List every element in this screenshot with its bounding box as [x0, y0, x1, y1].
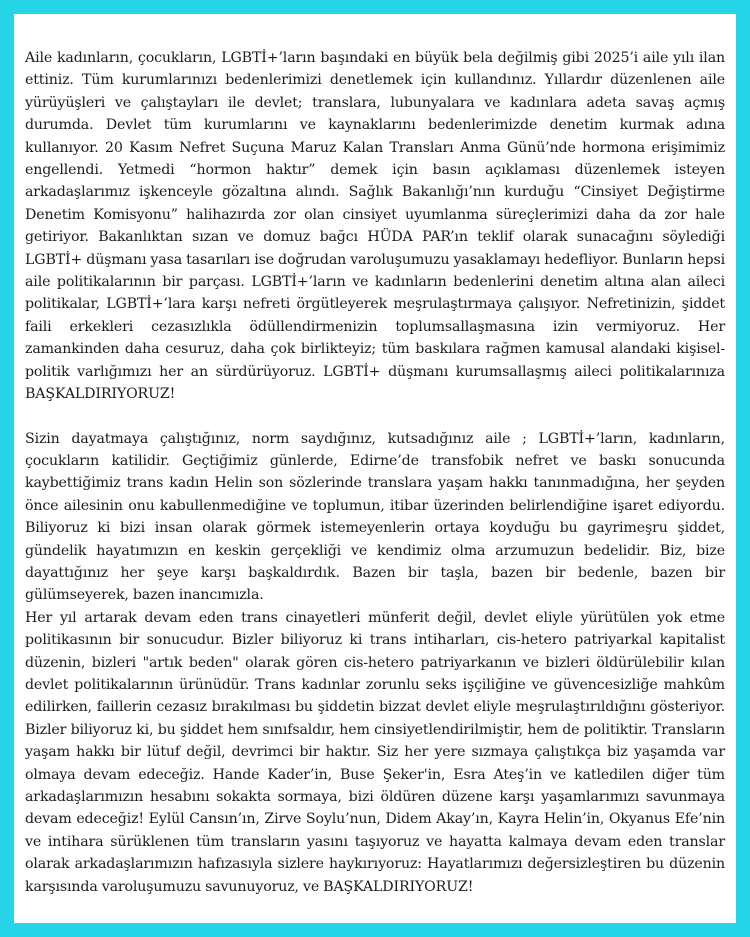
- paragraph-3: Her yıl artarak devam eden trans cinayetleri münferit değil, devlet eliyle yürütülen yok etme politikasının bir sonucudur. Bizler biliyoruz ki trans intiharları, cis-hetero patriyarkal kapitalist düzenin, bizleri "artık beden" olarak gören cis-hetero patriyarkanın ve bizleri öldürülebilir kılan devlet politikalarının ürünüdür. Trans kadınlar zorunlu seks işçiliğine ve güvencesizliğe mahkûm edilirken, faillerin cezasız bırakılması bu şiddetin bizzat devlet eliyle meşrulaştırıldığını gösteriyor. Bizler biliyoruz ki, bu şiddet hem sınıfsaldır, hem cinsiyetlendirilmiştir, hem de politiktir. Transların yaşam hakkı bir lütuf değil, devrimci bir haktır. Siz her yere sızmaya çalıştıkça biz yaşamda var olmaya devam edeceğiz. Hande Kader’in, Buse Şeker'in, Esra Ateş’in ve katledilen diğer tüm arkadaşlarımızın hesabını sokakta sormaya, bizi öldüren düzene karşı yaşamlarımızı savunmaya devam edeceğiz! Eylül Cansın’ın, Zirve Soylu’nun, Didem Akay’ın, Kayra Helin’in, Okyanus Efe’nin ve intihara sürüklenen tüm transların yasını taşıyoruz ve hayatta kalmaya devam eden translar olarak arkadaşlarımızın hafızasıyla sizlere haykırıyoruz: Hayatlarımızı değersizleştiren bu düzenin karşısında varoluşumuzu savunuyoruz, ve BAŞKALDIRIYORUZ!: [25, 609, 725, 895]
- document-page: [14, 14, 736, 923]
- paragraph-2: Sizin dayatmaya çalıştığınız, norm saydığınız, kutsadığınız aile ; LGBTİ+’ların, kadınların, çocukların katilidir. Geçtiğimiz günlerde, Edirne’de transfobik nefret ve baskı sonucunda kaybettiğimiz trans kadın Helin son sözlerinde translara yaşam hakkı tanınmadığına, her şeyden önce ailesinin onu kabullenmediğine ve toplumun, itibar üzerinden belirlendiğine işaret ediyordu. Biliyoruz ki bizi insan olarak görmek istemeyenlerin ortaya koyduğu bu gayrimeşru şiddet, gündelik hayatımızın en keskin gerçekliği ve kendimiz olma arzumuzun bedelidir. Biz, bize dayattığınız her şeye karşı başkaldırdık. Bazen bir taşla, bazen bir bedenle, bazen bir gülümseyerek, bazen inancımızla.: [25, 430, 725, 604]
- paragraph-spacer: [25, 406, 725, 428]
- paragraph-1: Aile kadınların, çocukların, LGBTİ+’ların başındaki en büyük bela değilmiş gibi 2025’i aile yılı ilan ettiniz. Tüm kurumlarınızı bedenlerimizi denetlemek için kullandınız. Yıllardır düzenlenen aile yürüyüşleri ve çalıştayları ile devlet; translara, lubunyalara ve kadınlara adeta savaş açmış durumda. Devlet tüm kurumlarını ve kaynaklarını bedenlerimizde denetim kurmak adına kullanıyor. 20 Kasım Nefret Suçuna Maruz Kalan Transları Anma Günü’nde hormona erişimimiz engellendi. Yetmedi “hormon haktır” demek için basın açıklaması düzenlemek isteyen arkadaşlarımız işkenceyle gözaltına alındı. Sağlık Bakanlığı’nın kurduğu “Cinsiyet Değiştirme Denetim Komisyonu” halihazırda zor olan cinsiyet uyumlanma süreçlerimizi daha da zor hale getiriyor. Bakanlıktan sızan ve domuz bağcı HÜDA PAR’ın teklif olarak sunacağını söylediği LGBTİ+ düşmanı yasa tasarıları ise doğrudan varoluşumuzu yasaklamayı hedefliyor. Bunların hepsi aile politikalarının bir parçası. LGBTİ+’ların ve kadınların bedenlerini denetim altına alan aileci politikalar, LGBTİ+’lara karşı nefreti örgütleyerek meşrulaştırmaya çalışıyor. Nefretinizin, şiddet faili erkekleri cezasızlıkla ödüllendirmenizin toplumsallaşmasına izin vermiyoruz. Her zamankinden daha cesuruz, daha çok birlikteyiz; tüm baskılara rağmen kamusal alandaki kişisel-politik varlığımızı her an sürdürüyoruz. LGBTİ+ düşmanı kurumsallaşmış aileci politikalarınıza BAŞKALDIRIYORUZ!: [25, 50, 725, 403]
